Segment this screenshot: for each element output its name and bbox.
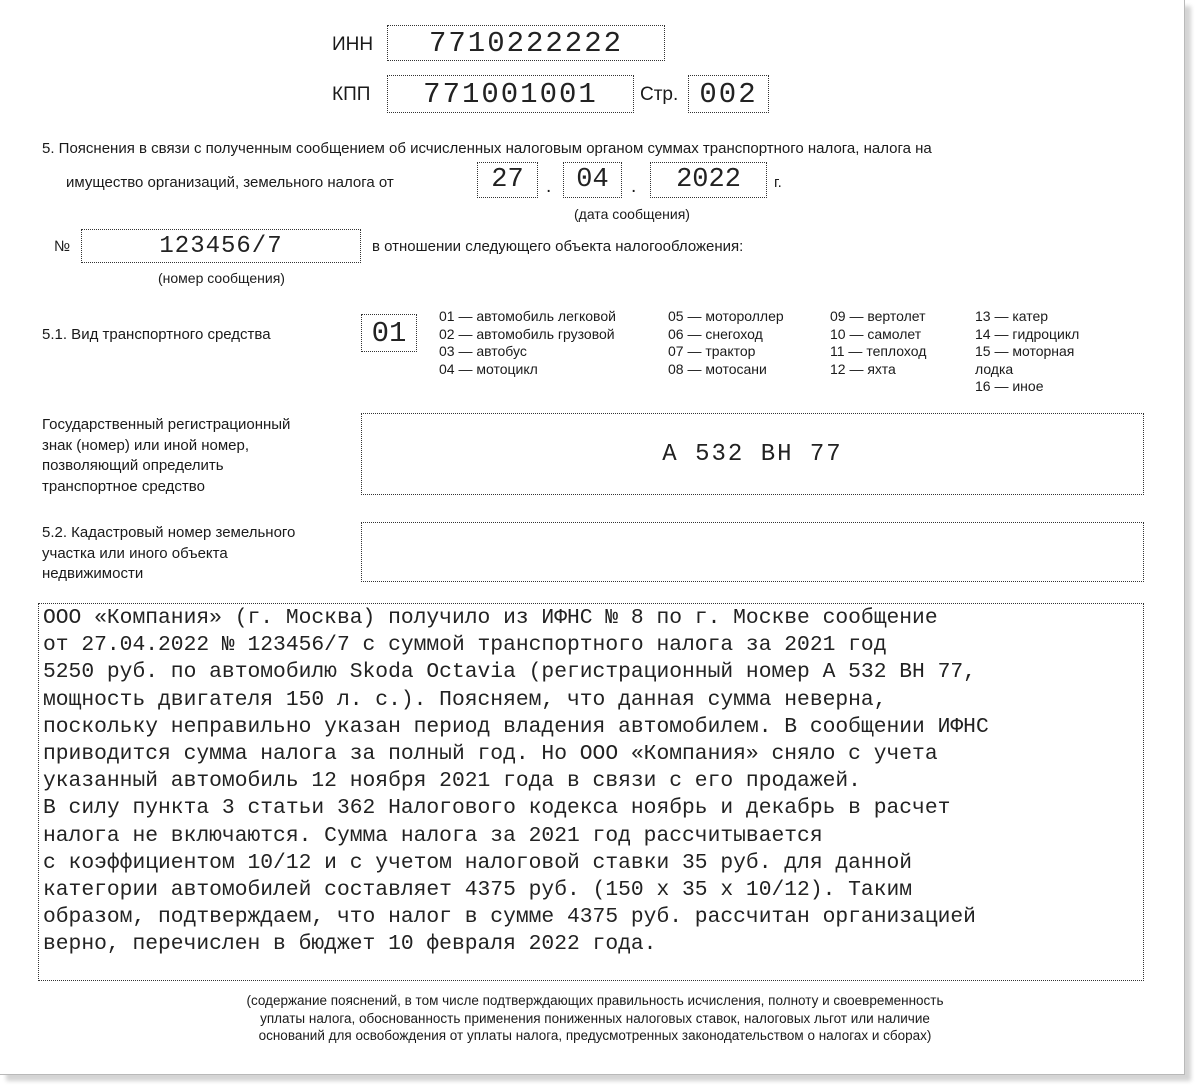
cadastral-number-field[interactable] xyxy=(361,522,1144,582)
explanation-line: В силу пункта 3 статьи 362 Налогового кодекса ноябрь и декабрь в расчет xyxy=(43,796,951,821)
explanation-text-field[interactable] xyxy=(38,603,1144,981)
vehicle-codes-col2 xyxy=(668,308,784,378)
date-separator: . xyxy=(631,176,637,197)
section5-line1: 5. Пояснения в связи с полученным сообщением об исчисленных налоговым органом суммах транспортного налога, налога на xyxy=(42,140,932,157)
vehicle-code: 10 — самолет xyxy=(830,325,922,342)
number-sign: № xyxy=(54,238,71,255)
vehicle-code: 04 — мотоцикл xyxy=(439,360,538,377)
vehicle-code: 11 — теплоход xyxy=(830,343,927,359)
vehicle-code: 09 — вертолет xyxy=(830,308,926,324)
vehicle-code: 08 — мотосани xyxy=(668,360,767,377)
explanation-line: с коэффициентом 10/12 и с учетом налоговой ставки 35 руб. для данной xyxy=(43,850,913,875)
vehicle-code: 14 — гидроцикл xyxy=(975,325,1080,342)
explanation-line: верно, перечислен в бюджет 10 февраля 2022 года. xyxy=(43,932,657,957)
number-caption: (номер сообщения) xyxy=(158,270,285,286)
page-label: Стр. xyxy=(640,84,679,105)
explanation-line: категории автомобилей составляет 4375 руб. (150 x 35 x 10/12). Таким xyxy=(43,878,913,903)
cadastral-label: 5.2. Кадастровый номер земельного участка или иного объекта недвижимости xyxy=(42,524,296,582)
vehicle-code: 02 — автомобиль грузовой xyxy=(439,325,615,342)
vehicle-code: 07 — трактор xyxy=(668,343,756,359)
registration-number-field[interactable]: А 532 ВН 77 xyxy=(361,413,1144,495)
vehicle-code: 15 — моторная xyxy=(975,343,1075,359)
kpp-field[interactable]: 771001001 xyxy=(387,75,634,113)
vehicle-code: лодка xyxy=(975,360,1014,377)
explanation-line: мощность двигателя 150 л. с.). Поясняем, что данная сумма неверна, xyxy=(43,687,887,712)
explanation-line: 5250 руб. по автомобилю Skoda Octavia (регистрационный номер А 532 ВН 77, xyxy=(43,660,976,685)
explanation-line: указанный автомобиль 12 ноября 2021 года в связи с его продажей. xyxy=(43,769,861,794)
explanation-line: поскольку неправильно указан период владения автомобилем. В сообщении ИФНС xyxy=(43,714,989,739)
date-year-field[interactable]: 2022 xyxy=(650,162,767,198)
date-month-field[interactable]: 04 xyxy=(563,162,622,198)
date-caption: (дата сообщения) xyxy=(574,206,690,222)
explanation-line: налога не включаются. Сумма налога за 2021 год рассчитывается xyxy=(43,823,823,848)
explanation-line: ООО «Компания» (г. Москва) получило из ИФНС № 8 по г. Москве сообщение xyxy=(43,606,938,630)
page-number-field[interactable]: 002 xyxy=(688,75,769,113)
vehicle-codes-col3 xyxy=(830,308,926,378)
inn-label: ИНН xyxy=(332,34,374,55)
explanation-caption: (содержание пояснений, в том числе подтверждающих правильность исчисления, полноту и своевременность уплаты налога, обоснованность применения пониженных налоговых ставок, налоговых льгот или наличие оснований для освобождения от уплаты налога, предусмотренных законодательством о налогах и сборах) xyxy=(246,993,944,1043)
vehicle-code: 01 — автомобиль легковой xyxy=(439,308,616,324)
object-text: в отношении следующего объекта налогообложения: xyxy=(372,238,744,255)
kpp-label: КПП xyxy=(332,84,371,105)
explanation-line: от 27.04.2022 № 123456/7 с суммой транспортного налога за 2021 год xyxy=(43,633,887,658)
date-separator: . xyxy=(546,176,552,197)
vehicle-codes-col4 xyxy=(975,308,1079,396)
message-number-field[interactable]: 123456/7 xyxy=(81,229,361,263)
inn-field[interactable]: 7710222222 xyxy=(387,25,665,61)
explanation-line: образом, подтверждаем, что налог в сумме 4375 руб. рассчитан организацией xyxy=(43,905,976,930)
vehicle-code: 13 — катер xyxy=(975,308,1049,324)
vehicle-codes-col1 xyxy=(439,308,616,378)
year-suffix: г. xyxy=(774,174,782,191)
date-day-field[interactable]: 27 xyxy=(477,162,538,198)
vehicle-code: 03 — автобус xyxy=(439,343,527,359)
vehicle-type-field[interactable]: 01 xyxy=(361,314,417,352)
explanation-line: приводится сумма налога за полный год. Но ООО «Компания» сняло с учета xyxy=(43,742,938,767)
vehicle-type-label: 5.1. Вид транспортного средства xyxy=(42,326,271,343)
registration-label: Государственный регистрационный знак (номер) или иной номер, позволяющий определить транспортное средство xyxy=(42,416,291,495)
vehicle-code: 05 — мотороллер xyxy=(668,308,784,324)
vehicle-code: 16 — иное xyxy=(975,378,1044,394)
vehicle-code: 06 — снегоход xyxy=(668,325,763,342)
vehicle-code: 12 — яхта xyxy=(830,360,896,377)
section5-line2: имущество организаций, земельного налога от xyxy=(66,174,394,191)
